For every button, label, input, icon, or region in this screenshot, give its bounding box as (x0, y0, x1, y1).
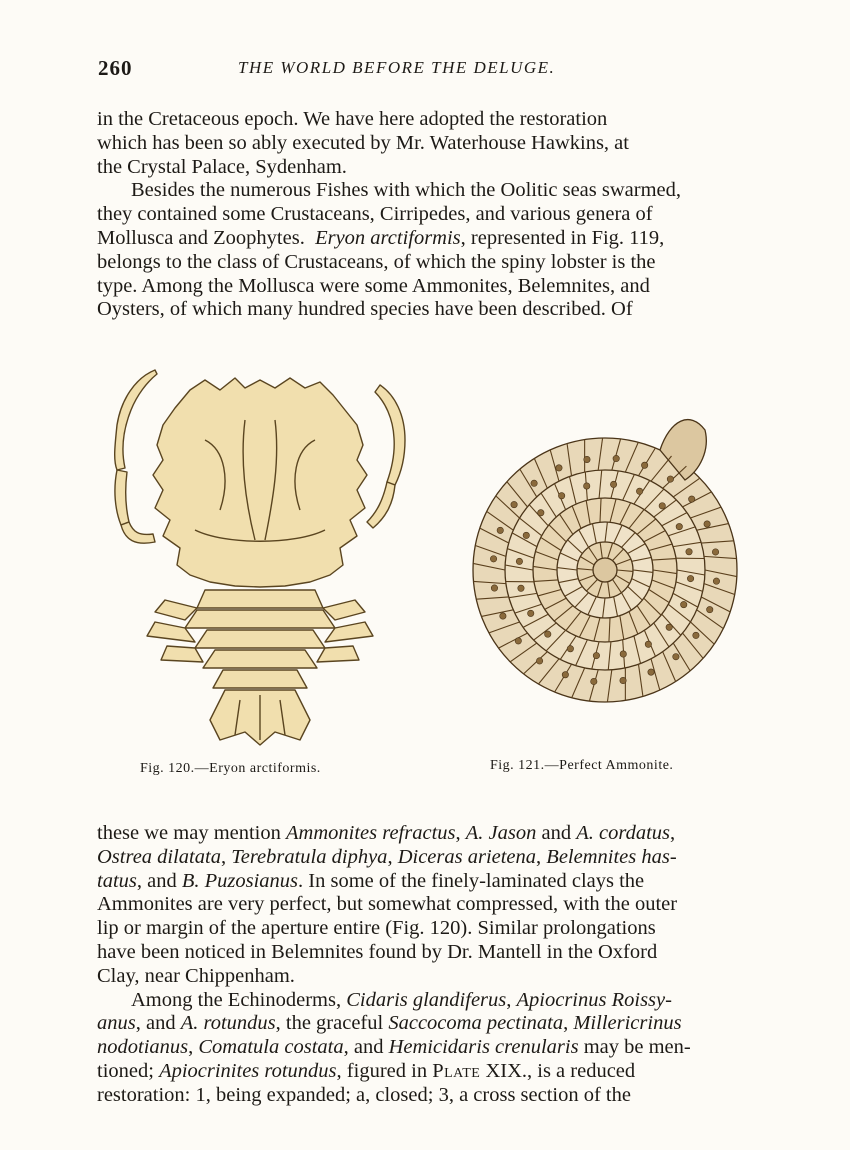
text-line (97, 822, 756, 846)
ammonite-node (687, 575, 693, 581)
ammonite-node (636, 488, 642, 494)
ammonite-node (693, 632, 699, 638)
ammonite-node (641, 462, 647, 468)
plate-reference: Plate (432, 1059, 481, 1082)
ammonite-node (620, 651, 626, 657)
ammonite-node (528, 610, 534, 616)
species-name: Ammonites refractus (286, 822, 456, 844)
species-name: Terebratula diphya (231, 845, 388, 868)
ammonite-node (518, 585, 524, 591)
text-span: may be men- (578, 1036, 691, 1059)
text-line: in the Cretaceous epoch. We have here adopted the restoration (97, 108, 608, 130)
species-name: Apiocrinus Roissy- (516, 988, 672, 1011)
ammonite-node (673, 654, 679, 660)
species-name: Eryon arctiformis (315, 226, 461, 249)
figure-eryon-arctiformis (95, 350, 430, 750)
text-line: restoration: 1, being expanded; a, closed; 3, a cross section of the (97, 1083, 631, 1106)
running-title: THE WORLD BEFORE THE DELUGE. (238, 58, 556, 77)
ammonite-node (491, 585, 497, 591)
text-line (97, 989, 756, 1013)
ammonite-node (681, 601, 687, 607)
text-line (97, 1060, 756, 1084)
species-name: Comatula costata (198, 1036, 344, 1059)
ammonite-node (538, 510, 544, 516)
text-span: , (455, 822, 466, 844)
species-name: Belemnites has- (546, 845, 677, 868)
text-line: belongs to the class of Crustaceans, of which the spiny lobster is the (97, 250, 656, 273)
text-line: the Crystal Palace, Sydenham. (97, 155, 347, 178)
ammonite-node (531, 480, 537, 486)
text-span: XIX., is a reduced (480, 1059, 636, 1082)
ammonite-node (707, 606, 713, 612)
text-line (97, 870, 756, 894)
text-span: Mollusca and Zoophytes. (97, 226, 305, 249)
ammonite-node (667, 476, 673, 482)
text-span: , represented in Fig. 119, (460, 226, 665, 249)
species-name: Millericrinus (573, 1012, 682, 1035)
species-name: tatus (97, 869, 137, 892)
species-name: A. cordatus (576, 822, 670, 844)
text-line (97, 846, 756, 870)
species-name: B. Puzosianus (181, 869, 299, 892)
text-line: lip or margin of the aperture entire (Fig. 120). Similar prolongations (97, 917, 656, 940)
text-span: , (670, 822, 676, 844)
ammonite-node (666, 624, 672, 630)
species-name: Hemicidaris crenularis (388, 1036, 579, 1059)
text-span: , figured in (336, 1059, 433, 1082)
ammonite-node (712, 549, 718, 555)
species-name: Cidaris glandiferus (346, 988, 507, 1011)
text-line: which has been so ably executed by Mr. Waterhouse Hawkins, at (97, 131, 629, 154)
ammonite-node (515, 638, 521, 644)
ammonite-node (613, 455, 619, 461)
ammonite-node (676, 523, 682, 529)
paragraph-bottom (97, 822, 756, 1108)
species-name: A. rotundus (180, 1012, 276, 1035)
text-span: Among the Echinoderms, (131, 988, 347, 1011)
ammonite-node (620, 677, 626, 683)
paragraph-top (97, 108, 756, 322)
text-span: , (536, 845, 547, 868)
lobster-illustration (95, 350, 430, 750)
ammonite-node (584, 483, 590, 489)
ammonite-node (511, 501, 517, 507)
ammonite-illustration (460, 390, 750, 720)
species-name: A. Jason (465, 822, 537, 844)
species-name: anus (97, 1012, 136, 1035)
text-line: they contained some Crustaceans, Cirripedes, and various genera of (97, 203, 653, 226)
ammonite-node (562, 672, 568, 678)
text-span: , (563, 1012, 574, 1035)
ammonite-node (713, 578, 719, 584)
page-number: 260 (98, 56, 133, 80)
species-name: Apiocrinites rotundus (159, 1059, 337, 1082)
text-span: , and (343, 1036, 389, 1059)
figure-121-caption: Fig. 121.—Perfect Ammonite. (490, 758, 674, 773)
ammonite-node (689, 496, 695, 502)
ammonite-node (545, 631, 551, 637)
ammonite-node (659, 503, 665, 509)
figure-perfect-ammonite (460, 390, 750, 720)
ammonite-node (567, 646, 573, 652)
ammonite-node (516, 558, 522, 564)
figure-120-caption: Fig. 120.—Eryon arctiformis. (140, 761, 321, 776)
ammonite-node (584, 456, 590, 462)
species-name: nodotianus (97, 1036, 189, 1059)
ammonite-node (523, 532, 529, 538)
text-line: Clay, near Chippenham. (97, 964, 295, 987)
text-span: , the graceful (275, 1012, 389, 1035)
ammonite-node (500, 613, 506, 619)
ammonite-node (591, 678, 597, 684)
text-line: type. Among the Mollusca were some Ammonites, Belemnites, and (97, 274, 650, 297)
text-line (97, 1036, 756, 1060)
text-span: , (506, 988, 517, 1011)
text-line: have been noticed in Belemnites found by Dr. Mantell in the Oxford (97, 940, 658, 963)
text-line (97, 227, 756, 251)
ammonite-node (593, 652, 599, 658)
ammonite-node (490, 556, 496, 562)
text-span: , (387, 845, 398, 868)
text-span: . In some of the finely-laminated clays the (298, 869, 645, 892)
ammonite-node (558, 493, 564, 499)
text-span: , (220, 845, 232, 868)
text-span: , (188, 1036, 199, 1059)
text-span: , and (136, 869, 182, 892)
ammonite-node (556, 465, 562, 471)
text-line: Oysters, of which many hundred species have been described. Of (97, 298, 633, 321)
text-span: and (536, 822, 577, 844)
text-span: , and (135, 1012, 181, 1035)
text-line (97, 1012, 756, 1036)
text-span: these we may mention (97, 822, 287, 844)
ammonite-node (686, 549, 692, 555)
text-line: Besides the numerous Fishes with which the Oolitic seas swarmed, (131, 179, 681, 202)
species-name: Ostrea dilatata (97, 845, 221, 868)
text-line: Ammonites are very perfect, but somewhat compressed, with the outer (97, 893, 678, 916)
page-header (98, 56, 754, 86)
ammonite-node (648, 669, 654, 675)
ammonite-node (610, 481, 616, 487)
ammonite-node (704, 521, 710, 527)
text-span: tioned; (97, 1059, 160, 1082)
ammonite-node (645, 641, 651, 647)
ammonite-node (536, 658, 542, 664)
species-name: Saccocoma pectinata (388, 1012, 564, 1035)
species-name: Diceras arietena (397, 845, 537, 868)
ammonite-node (497, 527, 503, 533)
